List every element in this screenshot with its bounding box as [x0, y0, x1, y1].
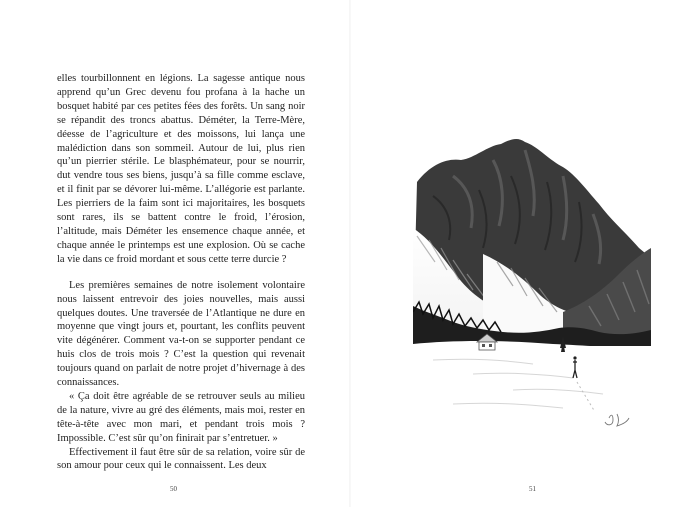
right-page — [350, 0, 700, 507]
page-number-right: 51 — [529, 485, 536, 493]
mountain-illustration — [413, 136, 651, 436]
paragraph-spacer — [57, 267, 305, 279]
paragraph-4: Effectivement il faut être sûr de sa relation, voire sûr de son amour pour ceux qui le connaissent. Les deux — [57, 446, 305, 472]
page-number-left: 50 — [170, 485, 177, 493]
body-text — [57, 72, 305, 473]
paragraph-3: « Ça doit être agréable de se retrouver seuls au milieu de la nature, vivre au gré des éléments, mais moi, rester en tête-à-tête avec mon mari, et pendant trois mois ? Impossible. C’est sûr qu’on finirait par s’entretuer. » — [57, 390, 305, 444]
snowfield — [413, 341, 651, 436]
paragraph-2: Les premières semaines de notre isolement volontaire nous laissent entrevoir des joies nouvelles, mais aussi quelques doutes. Une traversée de l’Atlantique ne dure en moyenne que vingt jours et, pourtant, les conflits peuvent vite dégénérer. Comment va-t-on se supporter pendant ce huis clos de trois mois ? C’est la question qui revenait toujours quand on parlait de notre projet d’hivernage à des connaissances. — [57, 279, 305, 389]
paragraph-1: elles tourbillonnent en légions. La sagesse antique nous apprend qu’un Grec devenu fou profana à la hache un bosquet habité par ces petites fées des forêts. Un sang noir se répandit des troncs abattus. Déméter, la Terre-Mère, déesse de l’agriculture et des moissons, lui lança une malédiction dans son sommeil. Autour de lui, plus rien qu’un pierrier stérile. Le blasphémateur, pour se nourrir, dut vendre tous ses biens, jusqu’à sa fille comme esclave, et il finit par se dévorer lui-même. L’allégorie est parlante. Les pierriers de la faim sont ici majoritaires, les bosquets sont rares, ils se battent contre le froid, l’érosion, l’altitude, mais Déméter les ensemence chaque année, et chaque année le printemps est une explosion. Où se cache la vie dans ce froid mordant et sous cette terre durcie ? — [57, 73, 305, 265]
